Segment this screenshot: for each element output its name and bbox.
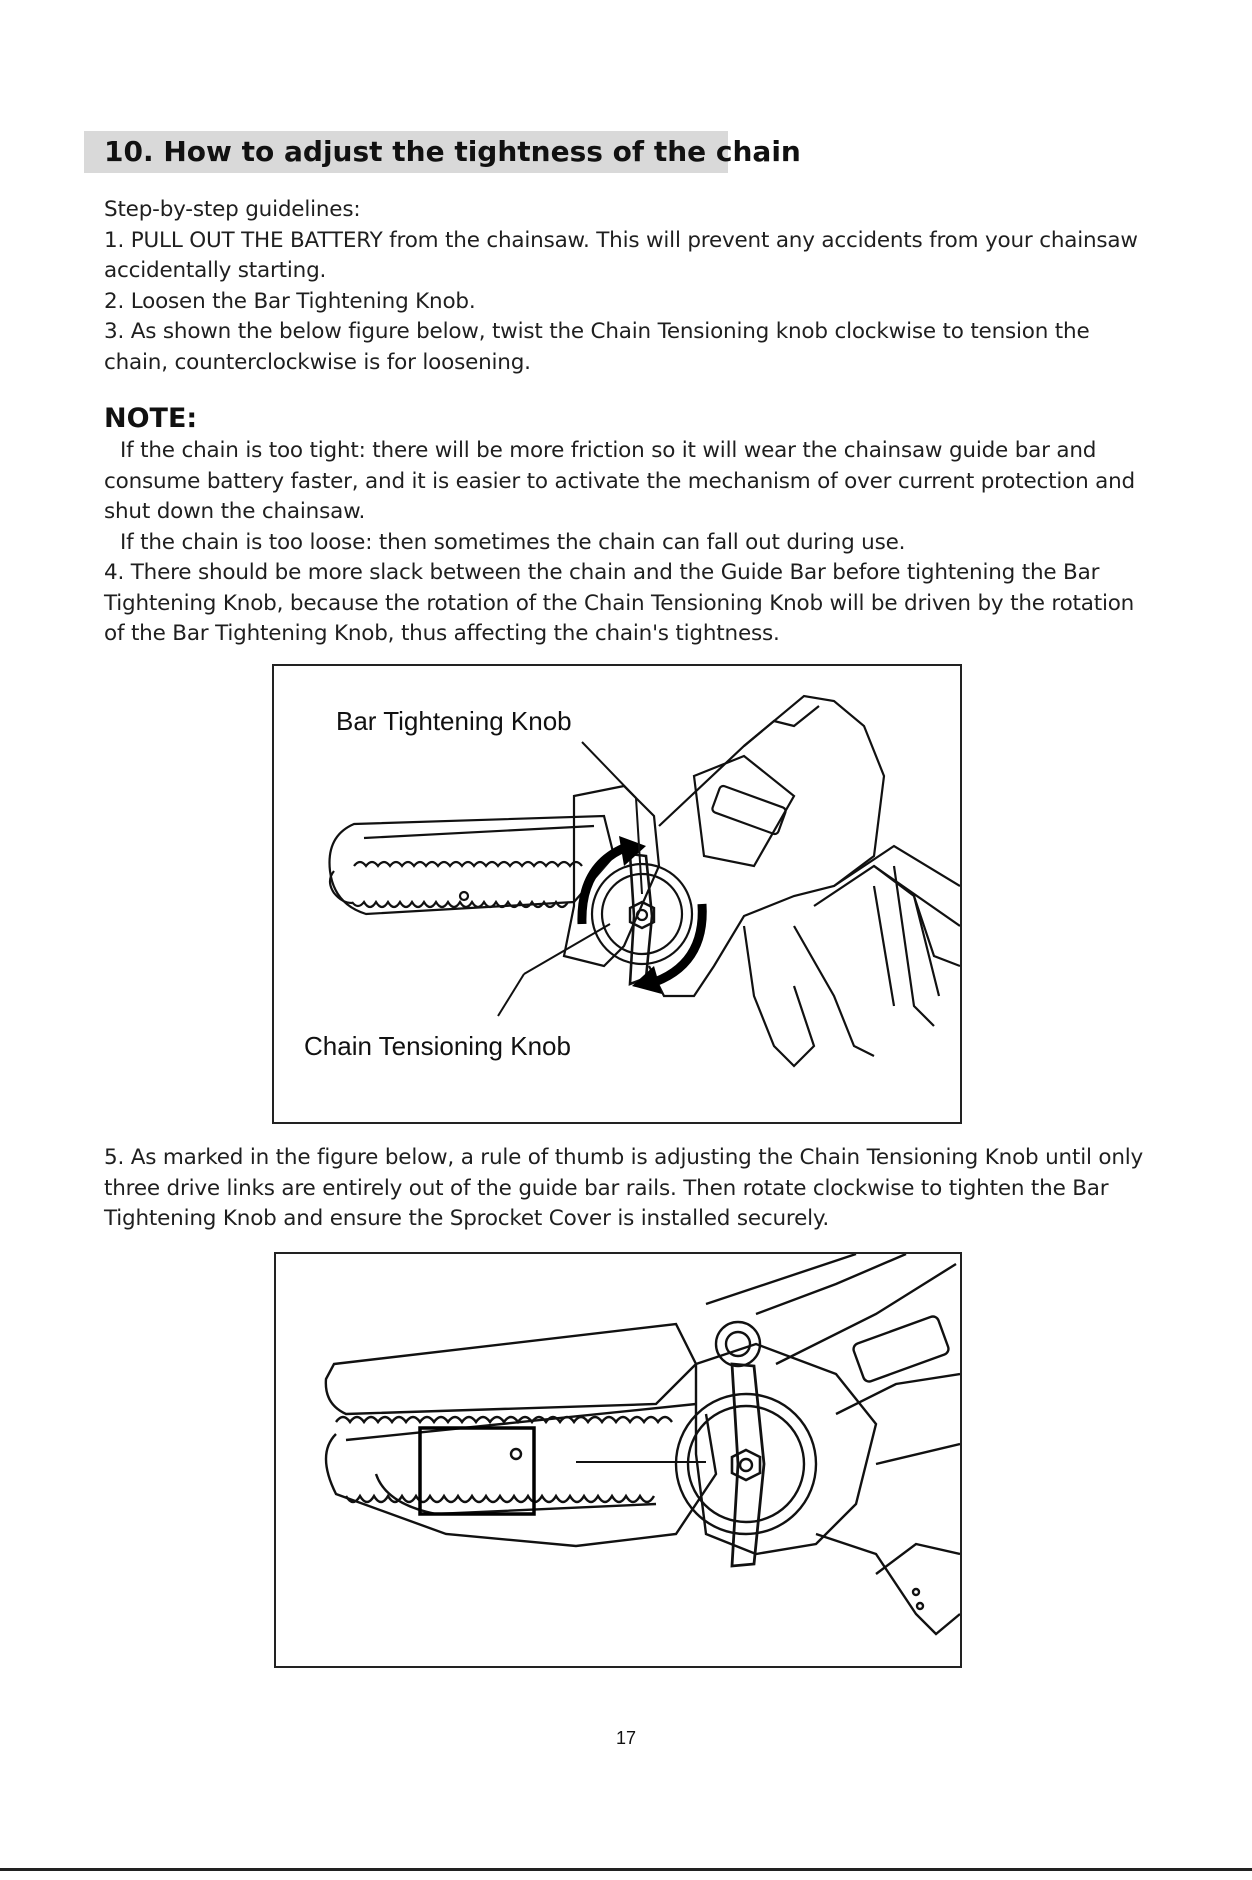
note-line: 4. There should be more slack between the chain and the Guide Bar before tightening the Bar — [104, 560, 1100, 585]
note-line: Tightening Knob, because the rotation of the Chain Tensioning Knob will be driven by the rotation — [104, 590, 1135, 616]
note-line: If the chain is too tight: there will be more friction so it will wear the chainsaw guide bar and — [120, 438, 1097, 463]
drive-links-figure — [274, 1252, 962, 1668]
section-title: 10. How to adjust the tightness of the chain — [104, 135, 801, 168]
intro-line: accidentally starting. — [104, 258, 327, 283]
note-paragraph — [104, 436, 1144, 650]
chainsaw-illustration-2 — [276, 1254, 960, 1666]
step5-line: Tightening Knob and ensure the Sprocket Cover is installed securely. — [104, 1206, 829, 1231]
page-number: 17 — [615, 1728, 637, 1748]
note-line: shut down the chainsaw. — [104, 499, 366, 524]
bottom-rule — [0, 1868, 1252, 1871]
intro-line: Step-by-step guidelines: — [104, 197, 361, 222]
intro-paragraph — [104, 195, 1144, 378]
chain-tension-figure — [272, 664, 962, 1124]
note-heading: NOTE: — [104, 403, 198, 434]
step5-line: three drive links are entirely out of the guide bar rails. Then rotate clockwise to tighten the Bar — [104, 1175, 1109, 1201]
bar-tightening-knob-label: Bar Tightening Knob — [336, 706, 572, 736]
intro-line: chain, counterclockwise is for loosening. — [104, 349, 531, 375]
intro-line: 1. PULL OUT THE BATTERY from the chainsaw. This will prevent any accidents from your chainsaw — [104, 227, 1138, 253]
note-line: If the chain is too loose: then sometimes the chain can fall out during use. — [120, 529, 906, 555]
step5-paragraph — [104, 1143, 1144, 1235]
step5-line: 5. As marked in the figure below, a rule of thumb is adjusting the Chain Tensioning Knob until only — [104, 1145, 1144, 1170]
note-line: of the Bar Tightening Knob, thus affecting the chain's tightness. — [104, 621, 780, 646]
chain-tensioning-knob-label: Chain Tensioning Knob — [304, 1031, 571, 1061]
intro-line: 2. Loosen the Bar Tightening Knob. — [104, 288, 476, 314]
intro-line: 3. As shown the below figure below, twist the Chain Tensioning knob clockwise to tension the — [104, 319, 1090, 344]
note-line: consume battery faster, and it is easier to activate the mechanism of over current protection and — [104, 468, 1136, 494]
